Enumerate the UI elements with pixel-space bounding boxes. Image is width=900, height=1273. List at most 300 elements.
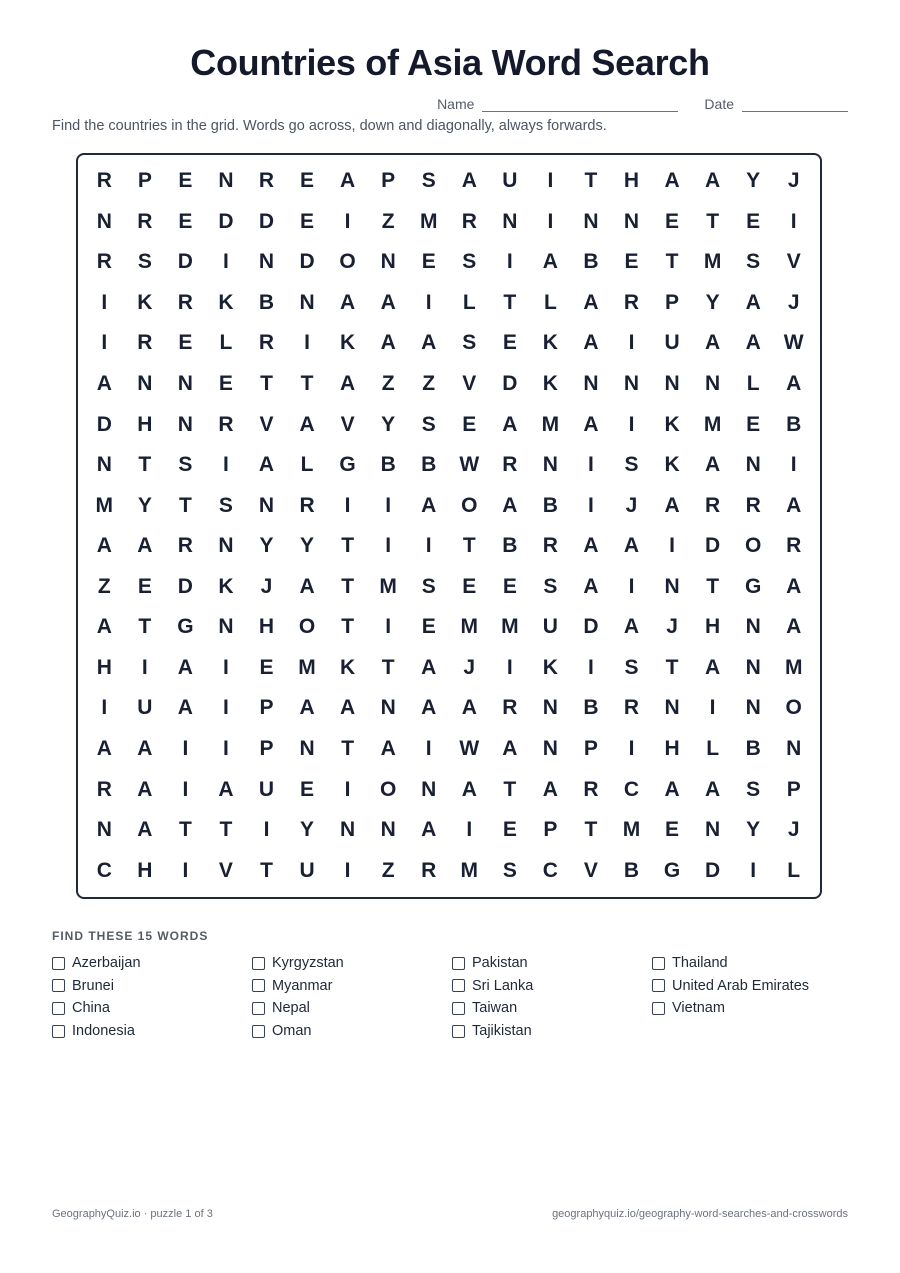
grid-letter[interactable]: E (300, 209, 315, 233)
grid-letter[interactable]: A (177, 696, 193, 720)
grid-letter[interactable]: A (786, 493, 802, 517)
grid-letter[interactable]: L (706, 737, 720, 761)
grid-letter[interactable]: K (137, 290, 153, 314)
grid-letter[interactable]: T (584, 818, 598, 842)
grid-letter[interactable]: I (425, 290, 432, 314)
grid-letter[interactable]: E (462, 412, 477, 436)
grid-letter[interactable]: M (460, 858, 479, 882)
grid-letter[interactable]: D (502, 372, 518, 396)
grid-letter[interactable]: A (137, 818, 153, 842)
grid-letter[interactable]: M (298, 655, 316, 679)
grid-letter[interactable]: A (664, 169, 680, 193)
grid-letter[interactable]: Z (381, 372, 395, 396)
grid-letter[interactable]: P (259, 696, 274, 720)
grid-letter[interactable]: E (137, 574, 152, 598)
grid-letter[interactable]: T (381, 655, 395, 679)
grid-letter[interactable]: A (583, 331, 599, 355)
grid-letter[interactable]: K (218, 290, 234, 314)
grid-letter[interactable]: A (258, 453, 275, 477)
grid-letter[interactable]: N (664, 696, 680, 720)
grid-letter[interactable]: V (218, 858, 233, 882)
grid-letter[interactable]: R (583, 777, 599, 801)
grid-letter[interactable]: Y (137, 493, 152, 517)
grid-letter[interactable]: A (542, 777, 558, 801)
grid-letter[interactable]: M (501, 615, 519, 639)
grid-letter[interactable]: N (664, 574, 680, 598)
grid-letter[interactable]: S (462, 331, 477, 355)
grid-letter[interactable]: M (703, 412, 722, 436)
grid-letter[interactable]: S (421, 574, 436, 598)
grid-letter[interactable]: H (705, 615, 721, 639)
grid-letter[interactable]: H (96, 655, 112, 679)
grid-letter[interactable]: I (425, 737, 432, 761)
grid-letter[interactable]: P (786, 777, 801, 801)
grid-letter[interactable]: R (461, 209, 477, 233)
grid-letter[interactable]: N (177, 372, 193, 396)
grid-letter[interactable]: R (218, 412, 234, 436)
checkbox-icon[interactable] (252, 1025, 265, 1038)
grid-letter[interactable]: K (340, 655, 356, 679)
word-item[interactable] (452, 997, 652, 1020)
grid-letter[interactable]: I (344, 858, 351, 882)
grid-letter[interactable]: N (96, 818, 112, 842)
grid-letter[interactable]: I (547, 169, 554, 193)
grid-letter[interactable]: O (298, 615, 316, 639)
word-item[interactable] (452, 1020, 652, 1043)
grid-letter[interactable]: I (182, 858, 189, 882)
word-item[interactable] (252, 997, 452, 1020)
grid-letter[interactable]: A (177, 655, 193, 679)
grid-letter[interactable]: R (502, 453, 518, 477)
grid-letter[interactable]: N (380, 818, 396, 842)
grid-letter[interactable]: I (223, 696, 229, 720)
grid-letter[interactable]: D (96, 412, 112, 436)
grid-letter[interactable]: L (746, 372, 760, 396)
grid-letter[interactable]: R (421, 858, 437, 882)
grid-letter[interactable]: A (664, 493, 680, 517)
grid-letter[interactable]: B (745, 737, 761, 761)
grid-letter[interactable]: I (628, 412, 635, 436)
grid-letter[interactable]: Y (300, 818, 315, 842)
grid-letter[interactable]: N (96, 209, 112, 233)
grid-letter[interactable]: B (542, 493, 558, 517)
grid-letter[interactable]: T (665, 250, 679, 274)
grid-letter[interactable]: M (379, 574, 397, 598)
grid-letter[interactable]: N (623, 209, 640, 233)
grid-letter[interactable]: D (177, 574, 193, 598)
grid-letter[interactable]: S (421, 412, 436, 436)
grid-letter[interactable]: I (385, 534, 392, 558)
checkbox-icon[interactable] (252, 1002, 265, 1015)
grid-letter[interactable]: I (101, 290, 108, 314)
grid-letter[interactable]: E (746, 209, 761, 233)
grid-letter[interactable]: A (705, 331, 721, 355)
grid-letter[interactable]: P (259, 737, 274, 761)
grid-letter[interactable]: K (664, 453, 680, 477)
grid-letter[interactable]: W (459, 737, 480, 761)
grid-letter[interactable]: P (543, 818, 558, 842)
grid-letter[interactable]: N (745, 615, 761, 639)
word-item[interactable] (652, 952, 852, 975)
checkbox-icon[interactable] (452, 957, 465, 970)
grid-letter[interactable]: I (182, 777, 189, 801)
grid-letter[interactable]: E (462, 574, 477, 598)
grid-letter[interactable]: N (502, 209, 518, 233)
grid-letter[interactable]: N (705, 818, 721, 842)
grid-letter[interactable]: L (300, 453, 314, 477)
grid-letter[interactable]: R (786, 534, 802, 558)
grid-letter[interactable]: A (705, 655, 721, 679)
checkbox-icon[interactable] (452, 1025, 465, 1038)
grid-letter[interactable]: B (786, 412, 802, 436)
checkbox-icon[interactable] (652, 957, 665, 970)
grid-letter[interactable]: I (304, 331, 310, 355)
grid-letter[interactable]: E (746, 412, 761, 436)
grid-letter[interactable]: H (137, 412, 153, 436)
grid-letter[interactable]: N (218, 534, 234, 558)
grid-letter[interactable]: K (542, 655, 558, 679)
grid-letter[interactable]: I (790, 453, 797, 477)
grid-letter[interactable]: S (746, 250, 761, 274)
grid-letter[interactable]: P (583, 737, 598, 761)
grid-letter[interactable]: N (137, 372, 153, 396)
grid-letter[interactable]: D (218, 209, 234, 233)
grid-letter[interactable]: L (787, 858, 801, 882)
grid-letter[interactable]: T (503, 290, 517, 314)
grid-letter[interactable]: I (506, 250, 513, 274)
grid-letter[interactable]: K (542, 331, 558, 355)
grid-letter[interactable]: I (344, 493, 351, 517)
grid-letter[interactable]: T (706, 574, 720, 598)
grid-letter[interactable]: N (258, 250, 275, 274)
word-item[interactable] (52, 1020, 252, 1043)
checkbox-icon[interactable] (52, 957, 65, 970)
grid-letter[interactable]: T (178, 493, 192, 517)
grid-letter[interactable]: R (177, 290, 193, 314)
grid-letter[interactable]: U (299, 858, 315, 882)
grid-letter[interactable]: E (624, 250, 639, 274)
grid-letter[interactable]: E (178, 209, 193, 233)
grid-letter[interactable]: J (787, 169, 800, 193)
name-field-line[interactable] (482, 97, 678, 112)
grid-letter[interactable]: E (502, 818, 517, 842)
grid-letter[interactable]: A (299, 696, 315, 720)
grid-letter[interactable]: S (543, 574, 558, 598)
grid-letter[interactable]: N (786, 737, 802, 761)
grid-letter[interactable]: O (785, 696, 802, 720)
grid-letter[interactable]: N (745, 655, 761, 679)
grid-letter[interactable]: A (96, 615, 112, 639)
grid-letter[interactable]: A (583, 534, 599, 558)
grid-letter[interactable]: G (339, 453, 356, 477)
word-item[interactable] (252, 1020, 452, 1043)
grid-letter[interactable]: E (502, 331, 517, 355)
grid-letter[interactable]: I (628, 574, 635, 598)
grid-letter[interactable]: A (137, 737, 153, 761)
grid-letter[interactable]: A (96, 372, 112, 396)
grid-letter[interactable]: A (96, 737, 112, 761)
grid-letter[interactable]: U (502, 169, 518, 193)
grid-letter[interactable]: I (466, 818, 473, 842)
grid-letter[interactable]: I (223, 655, 229, 679)
grid-letter[interactable]: R (137, 209, 153, 233)
grid-letter[interactable]: M (541, 412, 560, 436)
grid-letter[interactable]: N (218, 169, 234, 193)
grid-letter[interactable]: T (138, 453, 152, 477)
grid-letter[interactable]: O (379, 777, 397, 801)
grid-letter[interactable]: V (583, 858, 598, 882)
grid-letter[interactable]: D (299, 250, 315, 274)
grid-letter[interactable]: A (502, 493, 518, 517)
grid-letter[interactable]: K (218, 574, 234, 598)
grid-letter[interactable]: R (705, 493, 721, 517)
grid-letter[interactable]: I (223, 453, 229, 477)
grid-letter[interactable]: N (664, 372, 680, 396)
grid-letter[interactable]: N (542, 453, 558, 477)
grid-letter[interactable]: A (461, 169, 477, 193)
grid-letter[interactable]: D (583, 615, 599, 639)
grid-letter[interactable]: R (96, 777, 112, 801)
grid-letter[interactable]: R (258, 331, 275, 355)
grid-letter[interactable]: I (709, 696, 716, 720)
grid-letter[interactable]: Z (97, 574, 111, 598)
grid-letter[interactable]: A (218, 777, 234, 801)
grid-letter[interactable]: B (421, 453, 437, 477)
grid-letter[interactable]: A (786, 615, 802, 639)
word-item[interactable] (652, 997, 852, 1020)
checkbox-icon[interactable] (252, 957, 265, 970)
grid-letter[interactable]: S (502, 858, 517, 882)
grid-letter[interactable]: I (588, 453, 594, 477)
grid-letter[interactable]: I (628, 331, 635, 355)
grid-letter[interactable]: A (461, 777, 477, 801)
word-item[interactable] (52, 952, 252, 975)
grid-letter[interactable]: R (542, 534, 558, 558)
grid-letter[interactable]: T (300, 372, 314, 396)
grid-letter[interactable]: A (340, 372, 356, 396)
grid-letter[interactable]: Y (259, 534, 274, 558)
grid-letter[interactable]: L (543, 290, 557, 314)
grid-letter[interactable]: E (300, 169, 315, 193)
grid-letter[interactable]: J (787, 818, 800, 842)
word-item[interactable] (452, 952, 652, 975)
grid-letter[interactable]: S (137, 250, 152, 274)
grid-letter[interactable]: N (542, 696, 558, 720)
grid-letter[interactable]: B (502, 534, 518, 558)
grid-letter[interactable]: S (421, 169, 436, 193)
grid-letter[interactable]: I (628, 737, 635, 761)
grid-letter[interactable]: T (178, 818, 192, 842)
grid-letter[interactable]: B (623, 858, 640, 882)
grid-letter[interactable]: P (137, 169, 152, 193)
grid-letter[interactable]: E (665, 209, 680, 233)
grid-letter[interactable]: I (425, 534, 432, 558)
grid-letter[interactable]: T (665, 655, 679, 679)
grid-letter[interactable]: G (663, 858, 681, 882)
grid-letter[interactable]: T (341, 737, 355, 761)
word-item[interactable] (52, 997, 252, 1020)
grid-letter[interactable]: A (583, 574, 599, 598)
grid-letter[interactable]: A (380, 331, 396, 355)
grid-letter[interactable]: P (381, 169, 396, 193)
grid-letter[interactable]: O (461, 493, 478, 517)
grid-letter[interactable]: A (421, 655, 437, 679)
checkbox-icon[interactable] (52, 1002, 65, 1015)
grid-letter[interactable]: A (664, 777, 680, 801)
grid-letter[interactable]: N (542, 737, 558, 761)
grid-letter[interactable]: A (340, 169, 356, 193)
grid-letter[interactable]: A (745, 331, 761, 355)
grid-letter[interactable]: I (385, 493, 392, 517)
grid-letter[interactable]: U (664, 331, 680, 355)
grid-letter[interactable]: A (96, 534, 112, 558)
grid-letter[interactable]: A (583, 290, 599, 314)
checkbox-icon[interactable] (452, 979, 465, 992)
grid-letter[interactable]: R (137, 331, 153, 355)
grid-letter[interactable]: I (669, 534, 675, 558)
checkbox-icon[interactable] (652, 1002, 665, 1015)
grid-letter[interactable]: A (705, 169, 721, 193)
grid-letter[interactable]: T (341, 615, 355, 639)
grid-letter[interactable]: A (340, 696, 356, 720)
grid-letter[interactable]: C (542, 858, 558, 882)
grid-letter[interactable]: V (786, 250, 801, 274)
grid-letter[interactable]: N (299, 737, 315, 761)
grid-letter[interactable]: Y (746, 818, 761, 842)
word-item[interactable] (652, 975, 852, 998)
grid-letter[interactable]: I (101, 331, 108, 355)
grid-letter[interactable]: K (664, 412, 680, 436)
grid-letter[interactable]: T (219, 818, 233, 842)
grid-letter[interactable]: M (460, 615, 479, 639)
grid-letter[interactable]: L (462, 290, 476, 314)
grid-letter[interactable]: K (340, 331, 356, 355)
grid-letter[interactable]: U (137, 696, 153, 720)
checkbox-icon[interactable] (252, 979, 265, 992)
grid-letter[interactable]: V (259, 412, 274, 436)
grid-letter[interactable]: N (583, 372, 599, 396)
grid-letter[interactable]: E (218, 372, 233, 396)
grid-letter[interactable]: S (624, 453, 639, 477)
grid-letter[interactable]: C (96, 858, 112, 882)
grid-letter[interactable]: N (340, 818, 356, 842)
grid-letter[interactable]: I (223, 737, 229, 761)
grid-letter[interactable]: E (178, 331, 193, 355)
grid-letter[interactable]: T (706, 209, 720, 233)
grid-letter[interactable]: N (380, 250, 396, 274)
grid-letter[interactable]: S (178, 453, 193, 477)
grid-letter[interactable]: M (784, 655, 803, 679)
grid-letter[interactable]: R (299, 493, 315, 517)
grid-letter[interactable]: A (502, 412, 518, 436)
grid-letter[interactable]: J (260, 574, 273, 598)
grid-letter[interactable]: E (421, 250, 436, 274)
grid-letter[interactable]: E (300, 777, 315, 801)
grid-letter[interactable]: R (96, 169, 112, 193)
grid-letter[interactable]: Y (381, 412, 396, 436)
grid-letter[interactable]: N (583, 209, 599, 233)
grid-letter[interactable]: I (182, 737, 189, 761)
grid-letter[interactable]: E (502, 574, 517, 598)
grid-letter[interactable]: O (339, 250, 356, 274)
grid-letter[interactable]: A (786, 372, 802, 396)
grid-letter[interactable]: D (705, 858, 721, 882)
grid-letter[interactable]: A (137, 534, 153, 558)
grid-letter[interactable]: M (419, 209, 438, 233)
grid-letter[interactable]: G (177, 615, 194, 639)
grid-letter[interactable]: A (786, 574, 802, 598)
grid-letter[interactable]: R (623, 696, 640, 720)
checkbox-icon[interactable] (52, 979, 65, 992)
checkbox-icon[interactable] (52, 1025, 65, 1038)
grid-letter[interactable]: S (746, 777, 761, 801)
word-item[interactable] (452, 975, 652, 998)
grid-letter[interactable]: E (421, 615, 436, 639)
grid-letter[interactable]: I (750, 858, 757, 882)
grid-letter[interactable]: I (344, 209, 351, 233)
grid-letter[interactable]: C (623, 777, 640, 801)
grid-letter[interactable]: A (421, 818, 437, 842)
grid-letter[interactable]: A (421, 696, 437, 720)
grid-letter[interactable]: I (506, 655, 513, 679)
grid-letter[interactable]: E (259, 655, 274, 679)
grid-letter[interactable]: I (588, 493, 594, 517)
grid-letter[interactable]: Y (705, 290, 720, 314)
grid-letter[interactable]: A (705, 453, 721, 477)
grid-letter[interactable]: S (462, 250, 477, 274)
grid-letter[interactable]: Z (381, 858, 395, 882)
grid-letter[interactable]: A (745, 290, 761, 314)
grid-letter[interactable]: T (462, 534, 476, 558)
grid-letter[interactable]: A (421, 331, 437, 355)
grid-letter[interactable]: U (258, 777, 275, 801)
grid-letter[interactable]: J (666, 615, 678, 639)
grid-letter[interactable]: H (623, 169, 640, 193)
grid-letter[interactable]: R (623, 290, 640, 314)
grid-letter[interactable]: B (258, 290, 275, 314)
word-item[interactable] (252, 952, 452, 975)
grid-letter[interactable]: P (665, 290, 680, 314)
grid-letter[interactable]: D (177, 250, 193, 274)
grid-letter[interactable]: T (260, 858, 273, 882)
grid-letter[interactable]: E (178, 169, 193, 193)
grid-letter[interactable]: M (703, 250, 722, 274)
word-item[interactable] (52, 975, 252, 998)
grid-letter[interactable]: I (790, 209, 797, 233)
grid-letter[interactable]: B (583, 250, 599, 274)
grid-letter[interactable]: O (744, 534, 762, 558)
grid-letter[interactable]: R (745, 493, 761, 517)
grid-letter[interactable]: T (584, 169, 598, 193)
grid-letter[interactable]: S (624, 655, 639, 679)
grid-letter[interactable]: V (462, 372, 477, 396)
grid-letter[interactable]: I (344, 777, 351, 801)
grid-letter[interactable]: N (745, 696, 761, 720)
grid-letter[interactable]: M (95, 493, 114, 517)
grid-letter[interactable]: A (421, 493, 437, 517)
grid-letter[interactable]: N (299, 290, 315, 314)
checkbox-icon[interactable] (452, 1002, 465, 1015)
grid-letter[interactable]: N (421, 777, 437, 801)
grid-letter[interactable]: T (341, 534, 355, 558)
grid-letter[interactable]: A (137, 777, 153, 801)
grid-letter[interactable]: V (340, 412, 355, 436)
grid-letter[interactable]: I (385, 615, 392, 639)
grid-letter[interactable]: M (622, 818, 641, 842)
grid-letter[interactable]: T (260, 372, 273, 396)
grid-letter[interactable]: A (705, 777, 721, 801)
grid-letter[interactable]: A (623, 615, 640, 639)
